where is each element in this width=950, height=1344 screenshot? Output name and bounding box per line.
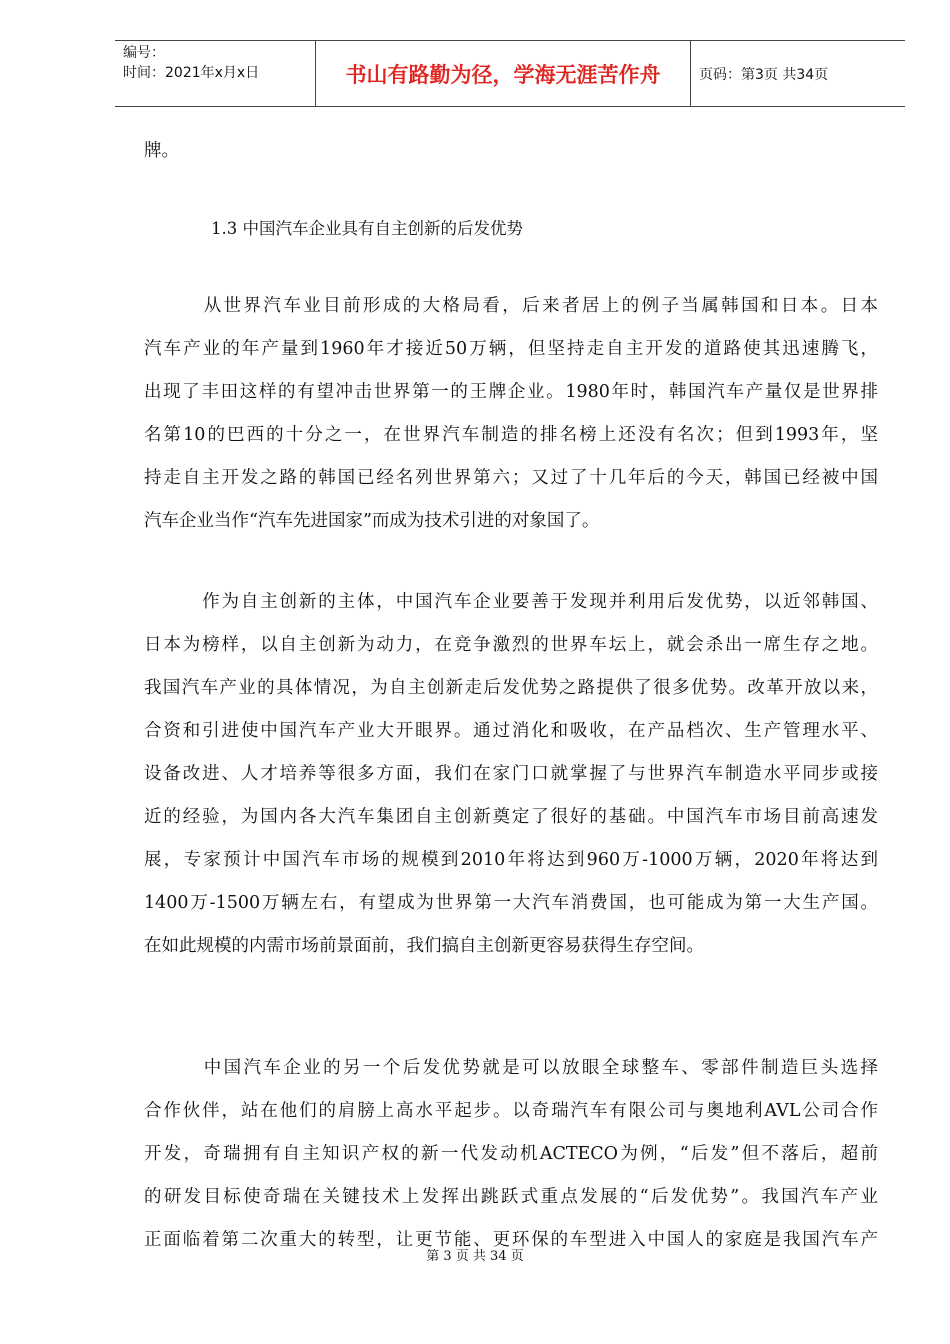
text-line: 日本为榜样，以自主创新为动力，在竞争激烈的世界车坛上，就会杀出一席生存之地。 bbox=[144, 635, 878, 655]
text-line: 出现了丰田这样的有望冲击世界第一的王牌企业。1980年时，韩国汽车产量仅是世界排 bbox=[144, 382, 878, 402]
text-line: 持走自主开发之路的韩国已经名列世界第六；又过了十几年后的今天，韩国已经被中国 bbox=[144, 468, 878, 488]
document-time-label: 时间：2021年x月x日 bbox=[123, 65, 260, 81]
text-line: 设备改进、人才培养等很多方面，我们在家门口就掌握了与世界汽车制造水平同步或接 bbox=[144, 764, 878, 784]
header-motto-cell bbox=[316, 41, 691, 106]
section-heading bbox=[211, 215, 811, 239]
text-line: 汽车产业的年产量到1960年才接近50万辆，但坚持走自主开发的道路使其迅速腾飞， bbox=[144, 339, 878, 359]
text-line: 名第10的巴西的十分之一，在世界汽车制造的排名榜上还没有名次；但到1993年，坚 bbox=[144, 425, 878, 445]
text-line: 在如此规模的内需市场前景面前，我们搞自主创新更容易获得生存空间。 bbox=[144, 936, 704, 956]
text-line: 牌。 bbox=[144, 141, 179, 161]
text-line: 合资和引进使中国汽车产业大开眼界。通过消化和吸收，在产品档次、生产管理水平、 bbox=[144, 721, 878, 741]
document-number-label: 编号： bbox=[123, 45, 165, 61]
text-line: 中国汽车企业的另一个后发优势就是可以放眼全球整车、零部件制造巨头选择 bbox=[144, 1058, 878, 1078]
header-page-info: 页码：第3页 共34页 bbox=[699, 66, 829, 83]
header-page-cell bbox=[691, 41, 905, 106]
text-line: 展，专家预计中国汽车市场的规模到2010年将达到960万-1000万辆，2020年将达到 bbox=[144, 850, 878, 870]
page-header bbox=[115, 40, 905, 107]
text-line: 近的经验，为国内各大汽车集团自主创新奠定了很好的基础。中国汽车市场目前高速发 bbox=[144, 807, 878, 827]
section-heading-text: 1.3 中国汽车企业具有自主创新的后发优势 bbox=[211, 219, 523, 238]
text-line: 作为自主创新的主体，中国汽车企业要善于发现并利用后发优势，以近邻韩国、 bbox=[144, 592, 878, 612]
text-line: 开发，奇瑞拥有自主知识产权的新一代发动机ACTECO为例，“后发”但不落后，超前 bbox=[144, 1144, 878, 1164]
text-line: 从世界汽车业目前形成的大格局看，后来者居上的例子当属韩国和日本。日本 bbox=[144, 296, 878, 316]
page-footer: 第 3 页 共 34 页 bbox=[426, 1249, 524, 1264]
text-line: 1400万-1500万辆左右，有望成为世界第一大汽车消费国，也可能成为第一大生产国。 bbox=[144, 893, 878, 913]
text-line: 的研发目标使奇瑞在关键技术上发挥出跳跃式重点发展的“后发优势”。我国汽车产业 bbox=[144, 1187, 878, 1207]
text-line: 汽车企业当作“汽车先进国家”而成为技术引进的对象国了。 bbox=[144, 511, 600, 531]
text-line: 正面临着第二次重大的转型，让更节能、更环保的车型进入中国人的家庭是我国汽车产 bbox=[144, 1230, 878, 1250]
paragraph-1 bbox=[144, 285, 878, 543]
header-motto: 书山有路勤为径，学海无涯苦作舟 bbox=[345, 62, 661, 87]
paragraph-2 bbox=[144, 581, 878, 968]
text-line: 我国汽车产业的具体情况，为自主创新走后发优势之路提供了很多优势。改革开放以来， bbox=[144, 678, 878, 698]
paragraph-3 bbox=[144, 1047, 878, 1262]
text-line: 合作伙伴，站在他们的肩膀上高水平起步。以奇瑞汽车有限公司与奥地利AVL公司合作 bbox=[144, 1101, 878, 1121]
body-carry-line bbox=[144, 130, 878, 173]
header-meta-cell bbox=[115, 41, 316, 106]
